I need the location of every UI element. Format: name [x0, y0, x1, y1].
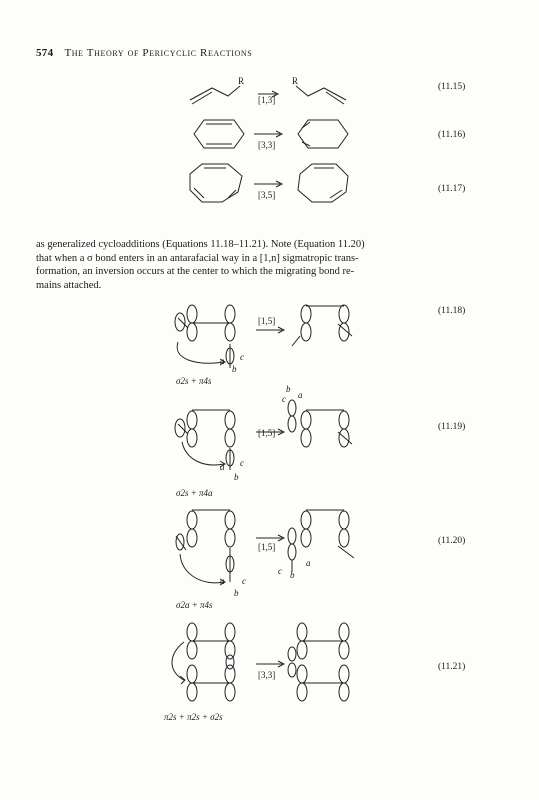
equation-number-11-19: (11.19): [438, 422, 466, 432]
eq-11-16-arrow-label: [3,3]: [258, 140, 276, 150]
equation-11-16-diagram: [184, 116, 364, 156]
paragraph-line: as generalized cycloadditions (Equations 11.18–11.21). Note (Equation 11.20): [36, 239, 365, 250]
eq-11-20-sub-c: c: [242, 576, 246, 586]
eq-11-20-arrow-label: [1,5]: [258, 542, 276, 552]
running-title: The Theory of Pericyclic Reactions: [64, 47, 253, 59]
eq-11-21-arrow-label: [3,3]: [258, 670, 276, 680]
eq-11-20-caption: σ2a + π4s: [176, 600, 213, 610]
eq-11-20-top-sub-a: a: [306, 558, 311, 568]
eq-11-15-substituent-right: R: [292, 76, 299, 86]
eq-11-20-top-sub-c: c: [278, 566, 282, 576]
eq-11-20-sub-b: b: [234, 588, 239, 598]
running-header: [36, 47, 252, 59]
equation-11-18-diagram: [168, 302, 368, 380]
eq-11-19-sub-a: a: [220, 462, 225, 472]
eq-11-18-arrow-label: [1,5]: [258, 316, 276, 326]
paragraph-line: that when a σ bond enters in an antarafacial way in a [1,n] sigmatropic trans-: [36, 252, 359, 264]
equation-number-11-21: (11.21): [438, 662, 466, 672]
equation-number-11-18: (11.18): [438, 306, 466, 316]
equation-number-11-15: (11.15): [438, 82, 466, 92]
page-number: 574: [36, 47, 54, 59]
paragraph-line: formation, an inversion occurs at the center to which the migrating bond re-: [36, 266, 355, 278]
eq-11-19-top-sub-b: b: [286, 384, 291, 394]
eq-11-19-sub-b: b: [234, 472, 239, 482]
equation-11-21-diagram: [168, 618, 368, 706]
eq-11-19-caption: σ2s + π4a: [176, 488, 213, 498]
equation-number-11-20: (11.20): [438, 536, 466, 546]
eq-11-15-substituent-left: R: [238, 76, 245, 86]
eq-11-19-top-sub-a: a: [298, 390, 303, 400]
eq-11-19-arrow-label: [1,5]: [258, 428, 276, 438]
eq-11-21-caption: π2s + π2s + σ2s: [164, 712, 223, 722]
eq-11-18-sub-c: c: [240, 352, 244, 362]
eq-11-17-arrow-label: [3,5]: [258, 190, 276, 200]
eq-11-18-sub-a: a: [220, 356, 225, 366]
eq-11-15-arrow-label: [1,3]: [258, 95, 276, 105]
eq-11-18-sub-b: b: [232, 364, 237, 374]
equation-number-11-16: (11.16): [438, 130, 466, 140]
equation-number-11-17: (11.17): [438, 184, 466, 194]
eq-11-20-top-sub-b: b: [290, 570, 295, 580]
eq-11-19-top-sub-c: c: [282, 394, 286, 404]
body-paragraph: [36, 238, 476, 292]
paragraph-line: mains attached.: [36, 279, 102, 291]
eq-11-19-sub-c: c: [240, 458, 244, 468]
eq-11-20-sub-a: a: [220, 576, 225, 586]
eq-11-18-caption: σ2s + π4s: [176, 376, 212, 386]
